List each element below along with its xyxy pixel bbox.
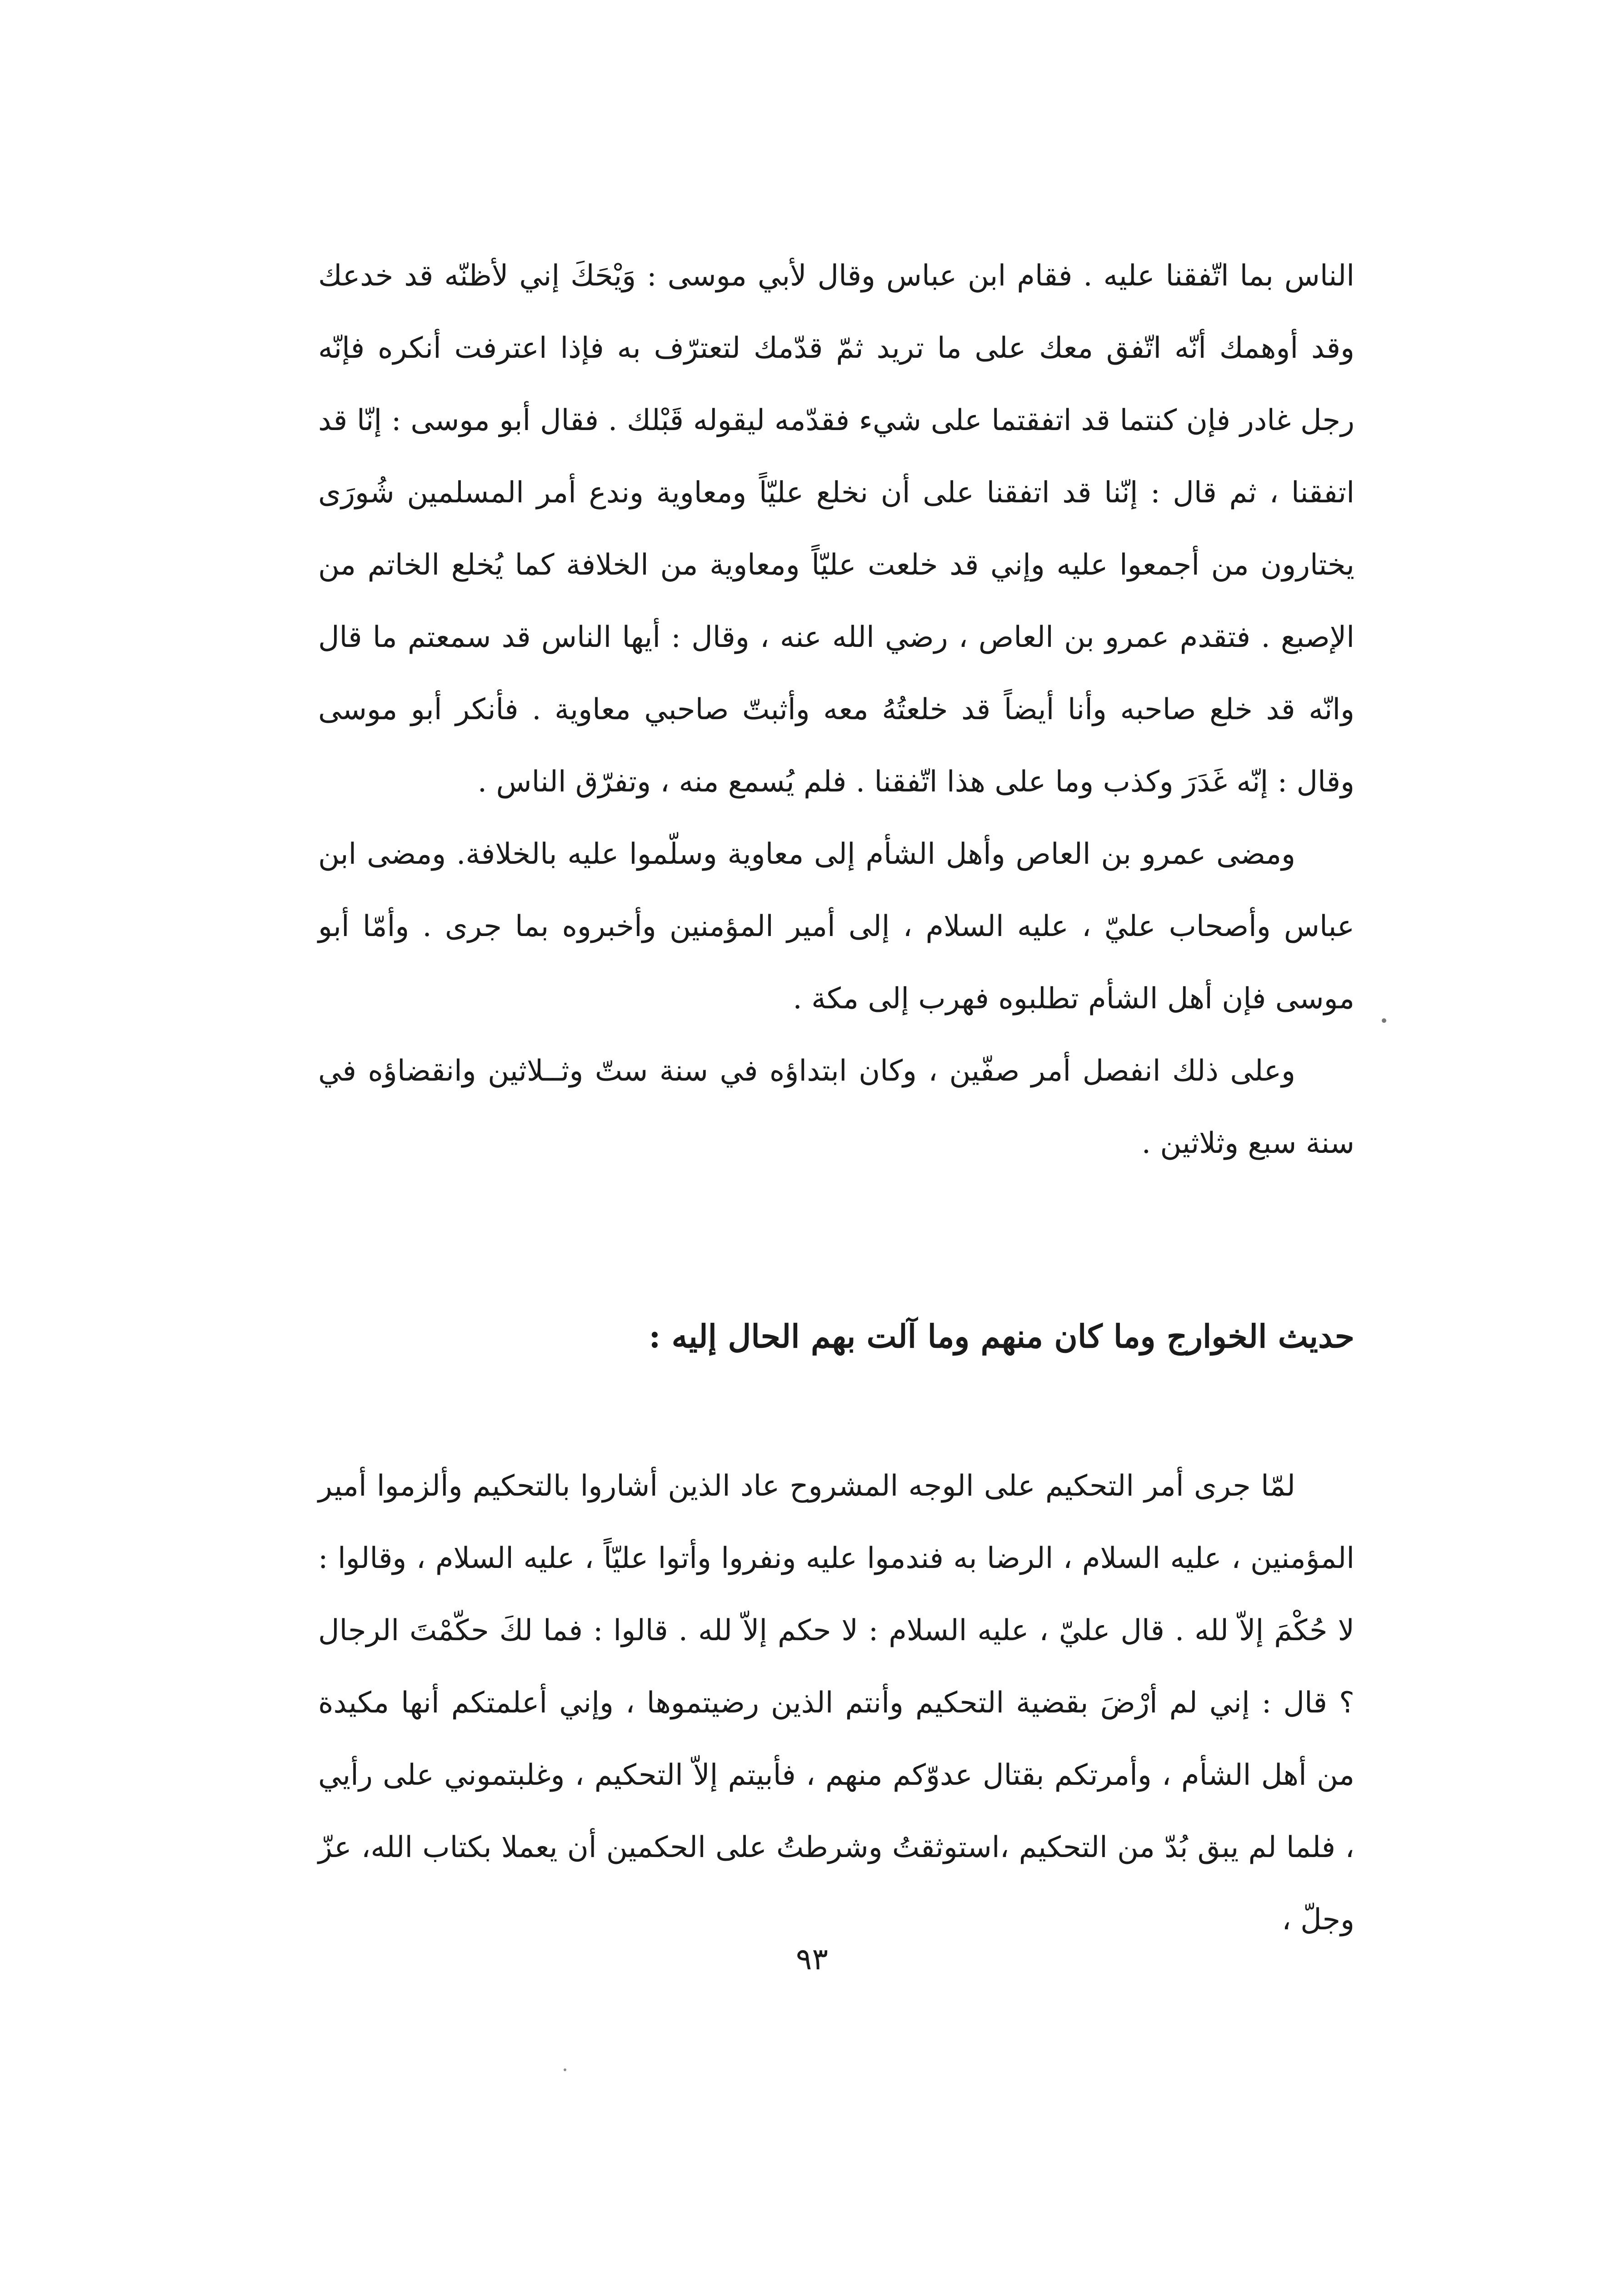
paragraph-4: لمّا جرى أمر التحكيم على الوجه المشروح عاد الذين أشاروا بالتحكيم وألزموا أمير المؤمنين ، عليه السلام ، الرضا به فندموا عليه ونفروا وأتوا عليّاً ، عليه السلام ، وقالوا : لا حُكْمَ إلاّ لله . قال عليّ ، عليه السلام : لا حكم إلاّ لله . قالوا : فما لكَ حكّمْتَ الرجال ؟ قال : إني لم أرْضَ بقضية التحكيم وأنتم الذين رضيتموها ، وإني أعلمتكم أنها مكيدة من أهل الشأم ، وأمرتكم بقتال عدوّكم منهم ، فأبيتم إلاّ التحكيم ، وغلبتموني على رأيي ، فلما لم يبق بُدّ من التحكيم ،استوثقتُ وشرطتُ على الحكمين أن يعملا بكتاب الله، عزّ وجلّ ،: [318, 1469, 1355, 1937]
paragraph-1: الناس بما اتّفقنا عليه . فقام ابن عباس وقال لأبي موسى : وَيْحَكَ إني لأظنّه قد خدعك وقد أوهمك أنّه اتّفق معك على ما تريد ثمّ قدّمك لتعترّف به فإذا اعترفت أنكره فإنّه رجل غادر فإن كنتما قد اتفقتما على شيء فقدّمه ليقوله قَبْلك . فقال أبو موسى : إنّا قد اتفقنا ، ثم قال : إنّنا قد اتفقنا على أن نخلع عليّاً ومعاوية وندع أمر المسلمين شُورَى يختارون من أجمعوا عليه وإني قد خلعت عليّاً ومعاوية من الخلافة كما يُخلع الخاتم من الإصبع . فتقدم عمرو بن العاص ، رضي الله عنه ، وقال : أيها الناس قد سمعتم ما قال وانّه قد خلع صاحبه وأنا أيضاً قد خلعتُهُ معه وأثبتّ صاحبي معاوية . فأنكر أبو موسى وقال : إنّه غَدَرَ وكذب وما على هذا اتّفقنا . فلم يُسمع منه ، وتفرّق الناس .: [318, 259, 1355, 799]
page-number: ٩٣: [796, 1942, 828, 1977]
section-heading: حديث الخوارج وما كان منهم وما آلت بهم الحال إليه :: [649, 1317, 1354, 1355]
margin-mark: [1382, 1018, 1386, 1023]
body-text-top: [318, 240, 1354, 1180]
paragraph-3: وعلى ذلك انفصل أمر صفّين ، وكان ابتداؤه في سنة ستّ وثــلاثين وانقضاؤه في سنة سبع وثلاثين .: [318, 1054, 1354, 1160]
paragraph-2: ومضى عمرو بن العاص وأهل الشأم إلى معاوية وسلّموا عليه بالخلافة. ومضى ابن عباس وأصحاب عليّ ، عليه السلام ، إلى أمير المؤمنين وأخبروه بما جرى . وأمّا أبو موسى فإن أهل الشأم تطلبوه فهرب إلى مكة .: [318, 837, 1355, 1016]
scan-speck: [564, 2068, 566, 2071]
body-text-bottom: [318, 1450, 1354, 1956]
